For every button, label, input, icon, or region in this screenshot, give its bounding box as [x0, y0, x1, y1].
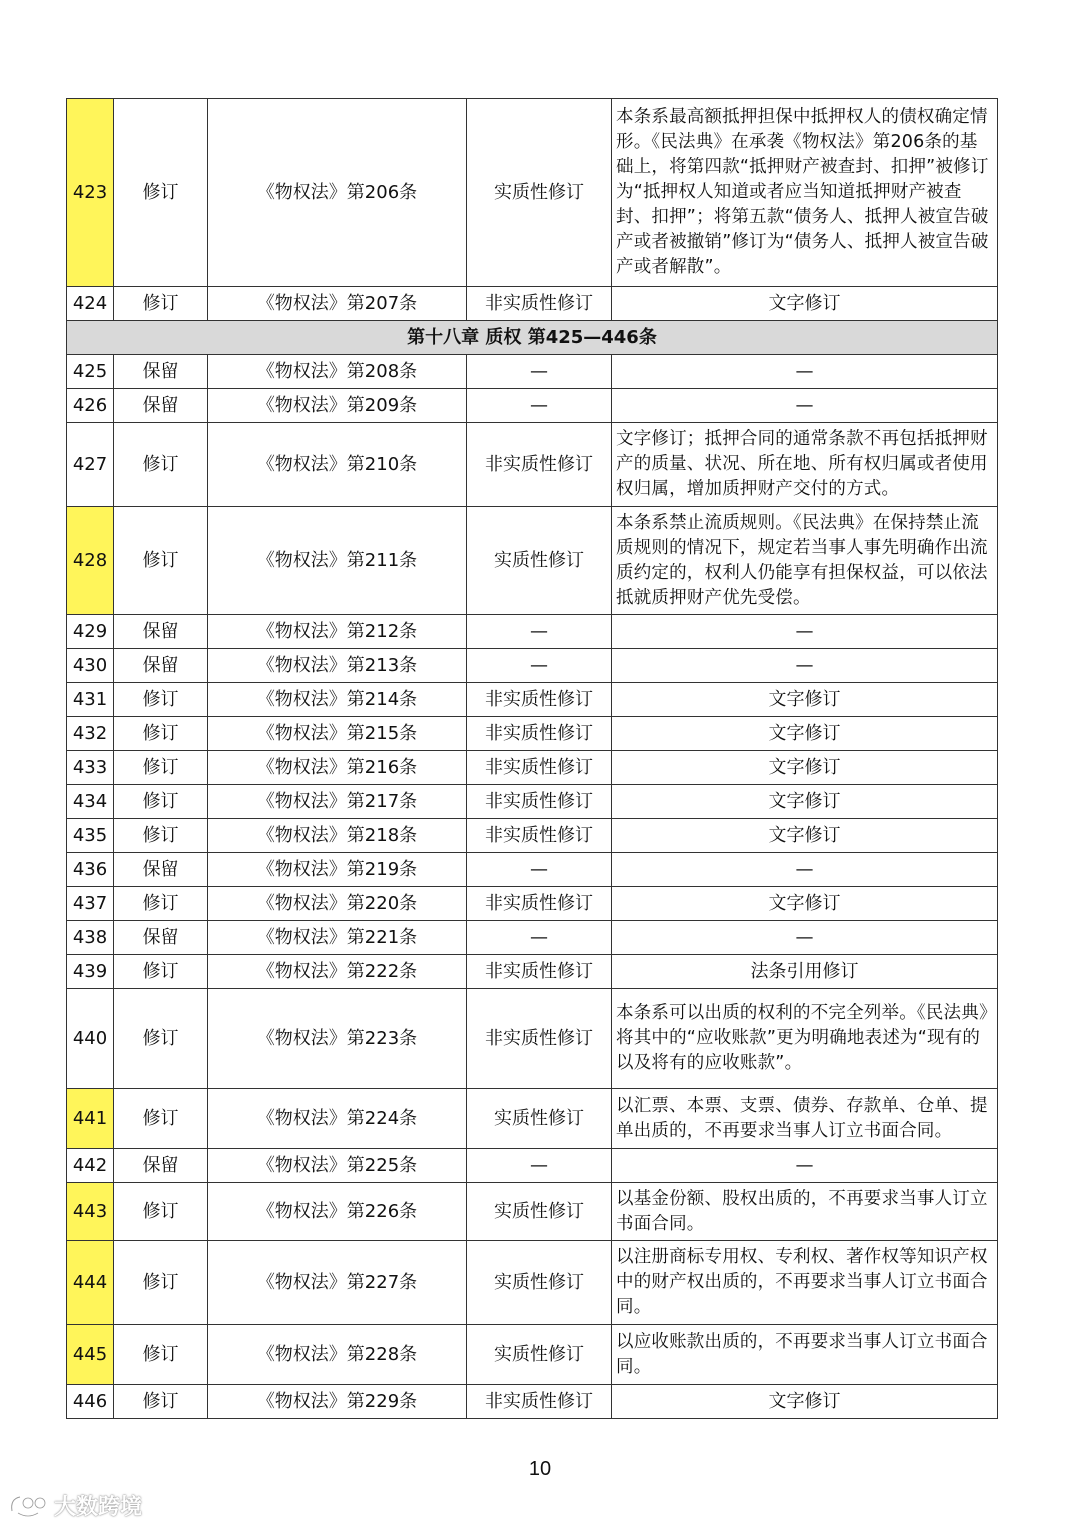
row-action: 修订	[114, 717, 208, 751]
row-source-article: 《物权法》第228条	[208, 1325, 467, 1385]
row-revision-type: 非实质性修订	[467, 989, 612, 1089]
row-number: 434	[67, 785, 114, 819]
row-note: —	[612, 649, 998, 683]
row-action: 修订	[114, 955, 208, 989]
table-row	[67, 1149, 998, 1183]
row-revision-type: 非实质性修订	[467, 819, 612, 853]
row-note: —	[612, 921, 998, 955]
table-row	[67, 99, 998, 287]
watermark	[8, 1490, 142, 1521]
row-number: 444	[67, 1241, 114, 1325]
row-action: 修订	[114, 1385, 208, 1419]
row-action: 修订	[114, 423, 208, 507]
table-row	[67, 389, 998, 423]
row-revision-type: 非实质性修订	[467, 1385, 612, 1419]
table-row	[67, 751, 998, 785]
row-note: 本条系可以出质的权利的不完全列举。《民法典》将其中的“应收账款”更为明确地表述为“现有的以及将有的应收账款”。	[612, 989, 998, 1089]
table-row	[67, 423, 998, 507]
row-note: —	[612, 355, 998, 389]
row-action: 修订	[114, 507, 208, 615]
table-body-bottom	[67, 355, 998, 1419]
row-number: 439	[67, 955, 114, 989]
row-source-article: 《物权法》第214条	[208, 683, 467, 717]
row-action: 修订	[114, 99, 208, 287]
row-source-article: 《物权法》第221条	[208, 921, 467, 955]
row-action: 修订	[114, 989, 208, 1089]
row-note: 以汇票、本票、支票、债券、存款单、仓单、提单出质的，不再要求当事人订立书面合同。	[612, 1089, 998, 1149]
row-source-article: 《物权法》第223条	[208, 989, 467, 1089]
row-number: 429	[67, 615, 114, 649]
row-action: 修订	[114, 1241, 208, 1325]
table-row	[67, 683, 998, 717]
row-source-article: 《物权法》第227条	[208, 1241, 467, 1325]
row-source-article: 《物权法》第220条	[208, 887, 467, 921]
row-source-article: 《物权法》第210条	[208, 423, 467, 507]
row-revision-type: 非实质性修订	[467, 751, 612, 785]
chapter-header-row	[67, 321, 998, 355]
row-action: 保留	[114, 1149, 208, 1183]
table-row	[67, 287, 998, 321]
row-number: 436	[67, 853, 114, 887]
table-row	[67, 887, 998, 921]
row-revision-type: 实质性修订	[467, 1241, 612, 1325]
row-action: 修订	[114, 1089, 208, 1149]
row-number: 443	[67, 1183, 114, 1241]
table-row	[67, 989, 998, 1089]
row-source-article: 《物权法》第215条	[208, 717, 467, 751]
row-revision-type: —	[467, 853, 612, 887]
table-body-top	[67, 99, 998, 321]
row-note: 以注册商标专用权、专利权、著作权等知识产权中的财产权出质的，不再要求当事人订立书面合同。	[612, 1241, 998, 1325]
page-number: 10	[528, 1458, 552, 1480]
table-row	[67, 921, 998, 955]
row-action: 保留	[114, 853, 208, 887]
row-number: 435	[67, 819, 114, 853]
row-note: 文字修订	[612, 785, 998, 819]
row-note: 文字修订	[612, 717, 998, 751]
row-revision-type: —	[467, 1149, 612, 1183]
row-action: 修订	[114, 819, 208, 853]
row-action: 保留	[114, 355, 208, 389]
row-source-article: 《物权法》第211条	[208, 507, 467, 615]
row-number: 425	[67, 355, 114, 389]
row-revision-type: —	[467, 921, 612, 955]
row-note: 文字修订	[612, 287, 998, 321]
table-row	[67, 717, 998, 751]
row-source-article: 《物权法》第224条	[208, 1089, 467, 1149]
row-note: 文字修订	[612, 1385, 998, 1419]
row-note: 以基金份额、股权出质的，不再要求当事人订立书面合同。	[612, 1183, 998, 1241]
table-row	[67, 1385, 998, 1419]
row-revision-type: 非实质性修订	[467, 717, 612, 751]
table-row	[67, 819, 998, 853]
row-number: 430	[67, 649, 114, 683]
row-note: 本条系禁止流质规则。《民法典》在保持禁止流质规则的情况下，规定若当事人事先明确作出流质约定的，权利人仍能享有担保权益，可以依法抵就质押财产优先受偿。	[612, 507, 998, 615]
row-revision-type: —	[467, 615, 612, 649]
row-number: 426	[67, 389, 114, 423]
row-note: 本条系最高额抵押担保中抵押权人的债权确定情形。《民法典》在承袭《物权法》第206条的基础上，将第四款“抵押财产被查封、扣押”被修订为“抵押权人知道或者应当知道抵押财产被查封、扣押”；将第五款“债务人、抵押人被宣告破产或者被撤销”修订为“债务人、抵押人被宣告破产或者解散”。	[612, 99, 998, 287]
row-source-article: 《物权法》第209条	[208, 389, 467, 423]
row-source-article: 《物权法》第206条	[208, 99, 467, 287]
row-number: 433	[67, 751, 114, 785]
table-row	[67, 507, 998, 615]
row-revision-type: 非实质性修订	[467, 955, 612, 989]
row-source-article: 《物权法》第225条	[208, 1149, 467, 1183]
table-row	[67, 1183, 998, 1241]
row-note: —	[612, 853, 998, 887]
table-row	[67, 355, 998, 389]
row-revision-type: 非实质性修订	[467, 287, 612, 321]
table-row	[67, 1089, 998, 1149]
row-source-article: 《物权法》第212条	[208, 615, 467, 649]
row-revision-type: 实质性修订	[467, 1183, 612, 1241]
row-revision-type: 实质性修订	[467, 99, 612, 287]
row-note: 文字修订	[612, 819, 998, 853]
row-source-article: 《物权法》第208条	[208, 355, 467, 389]
table-row	[67, 1325, 998, 1385]
table-row	[67, 853, 998, 887]
row-revision-type: —	[467, 389, 612, 423]
row-source-article: 《物权法》第216条	[208, 751, 467, 785]
row-source-article: 《物权法》第218条	[208, 819, 467, 853]
row-source-article: 《物权法》第217条	[208, 785, 467, 819]
row-note: 法条引用修订	[612, 955, 998, 989]
row-number: 424	[67, 287, 114, 321]
row-note: 以应收账款出质的，不再要求当事人订立书面合同。	[612, 1325, 998, 1385]
row-action: 保留	[114, 649, 208, 683]
row-number: 445	[67, 1325, 114, 1385]
chapter-title: 第十八章 质权 第425—446条	[67, 321, 998, 355]
row-revision-type: 实质性修订	[467, 507, 612, 615]
row-action: 修订	[114, 287, 208, 321]
row-revision-type: 非实质性修订	[467, 683, 612, 717]
row-source-article: 《物权法》第229条	[208, 1385, 467, 1419]
row-number: 437	[67, 887, 114, 921]
table-row	[67, 649, 998, 683]
row-note: —	[612, 615, 998, 649]
row-source-article: 《物权法》第207条	[208, 287, 467, 321]
row-action: 修订	[114, 887, 208, 921]
row-number: 446	[67, 1385, 114, 1419]
row-revision-type: —	[467, 355, 612, 389]
table-row	[67, 955, 998, 989]
watermark-text: 大数跨境	[54, 1495, 143, 1520]
row-number: 428	[67, 507, 114, 615]
row-revision-type: 非实质性修订	[467, 785, 612, 819]
row-note: 文字修订	[612, 887, 998, 921]
chapter-section	[67, 321, 998, 355]
row-action: 保留	[114, 615, 208, 649]
row-action: 保留	[114, 921, 208, 955]
row-source-article: 《物权法》第226条	[208, 1183, 467, 1241]
row-revision-type: 实质性修订	[467, 1089, 612, 1149]
row-note: 文字修订；抵押合同的通常条款不再包括抵押财产的质量、状况、所在地、所有权归属或者使用权归属，增加质押财产交付的方式。	[612, 423, 998, 507]
table-row	[67, 785, 998, 819]
row-revision-type: 非实质性修订	[467, 887, 612, 921]
row-action: 修订	[114, 785, 208, 819]
row-source-article: 《物权法》第219条	[208, 853, 467, 887]
row-number: 431	[67, 683, 114, 717]
row-note: 文字修订	[612, 751, 998, 785]
row-revision-type: —	[467, 649, 612, 683]
amendment-table	[66, 98, 998, 1419]
table-row	[67, 1241, 998, 1325]
row-number: 438	[67, 921, 114, 955]
row-number: 432	[67, 717, 114, 751]
row-number: 440	[67, 989, 114, 1089]
row-note: 文字修订	[612, 683, 998, 717]
row-number: 442	[67, 1149, 114, 1183]
row-action: 修订	[114, 1325, 208, 1385]
row-number: 427	[67, 423, 114, 507]
row-number: 441	[67, 1089, 114, 1149]
row-revision-type: 实质性修订	[467, 1325, 612, 1385]
row-revision-type: 非实质性修订	[467, 423, 612, 507]
row-action: 修订	[114, 1183, 208, 1241]
row-note: —	[612, 389, 998, 423]
row-source-article: 《物权法》第222条	[208, 955, 467, 989]
smile-logo-icon	[8, 1493, 50, 1519]
row-number: 423	[67, 99, 114, 287]
row-action: 修订	[114, 751, 208, 785]
row-action: 保留	[114, 389, 208, 423]
row-note: —	[612, 1149, 998, 1183]
row-action: 修订	[114, 683, 208, 717]
table-row	[67, 615, 998, 649]
row-source-article: 《物权法》第213条	[208, 649, 467, 683]
